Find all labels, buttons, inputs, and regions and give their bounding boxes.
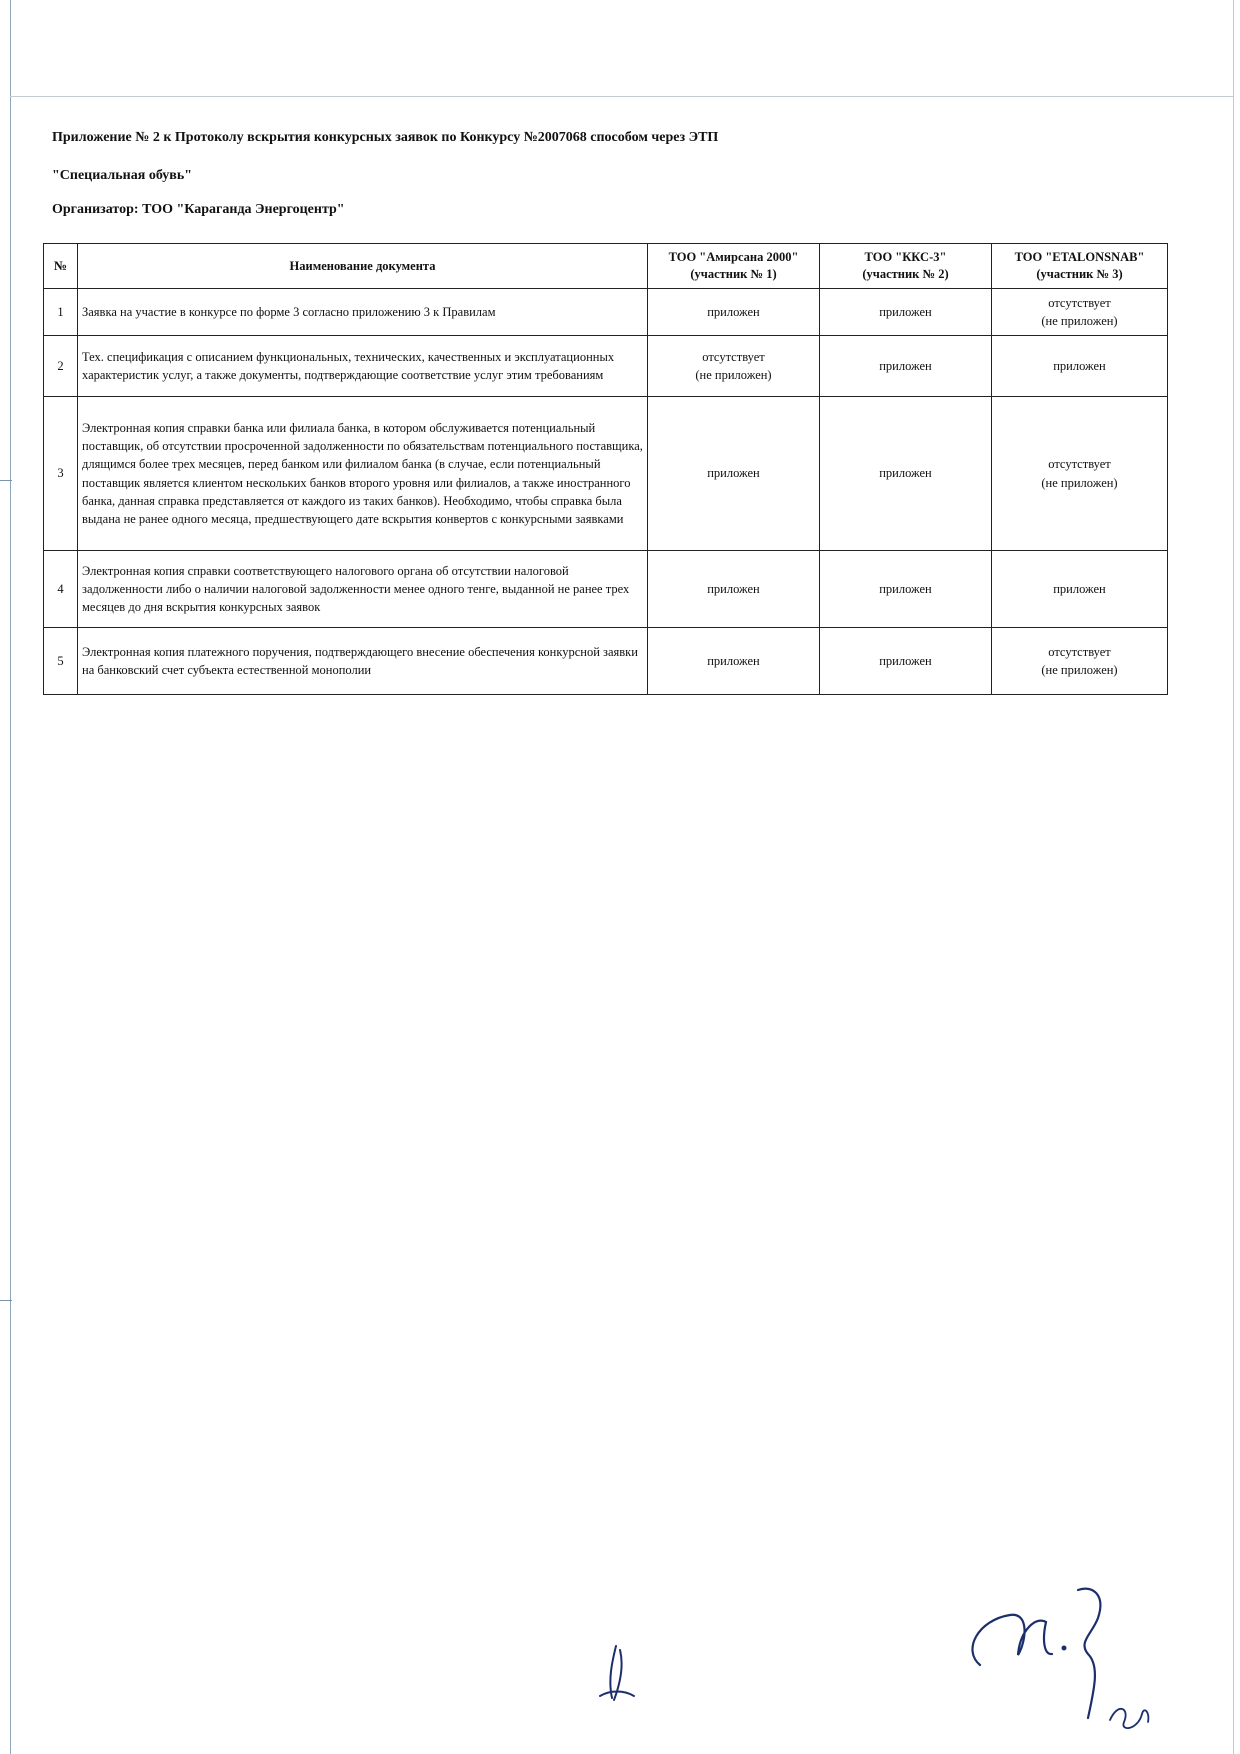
participant-3-name: ТОО "ETALONSNAB" xyxy=(1014,250,1145,265)
status-participant-3 xyxy=(992,628,1168,695)
tender-subject: "Специальная обувь" xyxy=(52,168,193,183)
row-number: 5 xyxy=(44,628,78,695)
status-note: (не приложен) xyxy=(695,368,772,382)
col-header-participant-2 xyxy=(820,244,992,289)
status-participant-2: приложен xyxy=(820,551,992,628)
organizer-line: Организатор: ТОО "Караганда Энергоцентр" xyxy=(52,202,345,217)
status-text: отсутствует xyxy=(1048,457,1111,472)
handwritten-signature-icon xyxy=(960,1570,1160,1740)
status-note: (не приложен) xyxy=(1041,663,1118,677)
status-participant-2: приложен xyxy=(820,397,992,551)
scan-edge-right xyxy=(1233,0,1234,1754)
status-participant-2: приложен xyxy=(820,628,992,695)
row-number: 2 xyxy=(44,336,78,397)
participant-2-label: (участник № 2) xyxy=(862,267,949,281)
status-participant-1: приложен xyxy=(648,397,820,551)
scan-tick xyxy=(0,1300,12,1301)
document-name: Электронная копия справки банка или филиала банка, в котором обслуживается потенциальный поставщик, об отсутствии просроченной задолженности по обязательствам потенциального поставщика, длящимся более трех месяцев, перед банком или филиалом банка (в случае, если потенциальный поставщик является клиентом нескольких банков второго уровня или филиалов, а также иностранного банка, данная справка представляется от каждого из таких банков). Необходимо, чтобы справка была выдана не ранее одного месяца, предшествующего дате вскрытия конвертов с конкурсными заявками xyxy=(78,397,648,551)
status-participant-2: приложен xyxy=(820,336,992,397)
participant-3-label: (участник № 3) xyxy=(1036,267,1123,281)
participant-2-name: ТОО "ККС-3" xyxy=(864,250,947,265)
documents-table xyxy=(43,243,1168,695)
status-participant-3: приложен xyxy=(992,551,1168,628)
status-note: (не приложен) xyxy=(1041,314,1118,328)
status-participant-1 xyxy=(648,336,820,397)
document-name: Электронная копия справки соответствующего налогового органа об отсутствии налоговой задолженности либо о наличии налоговой задолженности менее одного тенге, выданной не ранее трех месяцев до дня вскрытия конкурсных заявок xyxy=(78,551,648,628)
scan-line-top xyxy=(10,96,1234,97)
status-participant-3: приложен xyxy=(992,336,1168,397)
table-row xyxy=(44,551,1168,628)
col-header-number: № xyxy=(44,244,78,289)
status-participant-3 xyxy=(992,289,1168,336)
status-note: (не приложен) xyxy=(1041,475,1118,490)
document-name: Электронная копия платежного поручения, подтверждающего внесение обеспечения конкурсной заявки на банковский счет субъекта естественной монополии xyxy=(78,628,648,695)
row-number: 4 xyxy=(44,551,78,628)
table-row xyxy=(44,336,1168,397)
col-header-participant-1 xyxy=(648,244,820,289)
document-name: Заявка на участие в конкурсе по форме 3 согласно приложению 3 к Правилам xyxy=(78,289,648,336)
status-text: отсутствует xyxy=(1048,295,1111,310)
status-participant-3 xyxy=(992,397,1168,551)
table-header-row xyxy=(44,244,1168,289)
table-row xyxy=(44,397,1168,551)
status-participant-1: приложен xyxy=(648,289,820,336)
participant-1-name: ТОО "Амирсана 2000" xyxy=(668,250,799,265)
scan-edge-left xyxy=(10,0,11,1754)
annex-title: Приложение № 2 к Протоколу вскрытия конкурсных заявок по Конкурсу №2007068 способом через ЭТП xyxy=(52,130,719,145)
col-header-document: Наименование документа xyxy=(78,244,648,289)
status-text: отсутствует xyxy=(702,349,765,364)
document-name: Тех. спецификация с описанием функциональных, технических, качественных и эксплуатационных характеристик услуг, а также документы, подтверждающие соответствие услуг этим требованиям xyxy=(78,336,648,397)
scan-tick xyxy=(0,480,12,481)
row-number: 3 xyxy=(44,397,78,551)
row-number: 1 xyxy=(44,289,78,336)
initials-signature-icon xyxy=(590,1640,650,1710)
status-participant-1: приложен xyxy=(648,551,820,628)
col-header-participant-3 xyxy=(992,244,1168,289)
participant-1-label: (участник № 1) xyxy=(690,267,777,281)
status-participant-1: приложен xyxy=(648,628,820,695)
status-participant-2: приложен xyxy=(820,289,992,336)
status-text: отсутствует xyxy=(1048,644,1111,659)
table-row xyxy=(44,289,1168,336)
table-row xyxy=(44,628,1168,695)
